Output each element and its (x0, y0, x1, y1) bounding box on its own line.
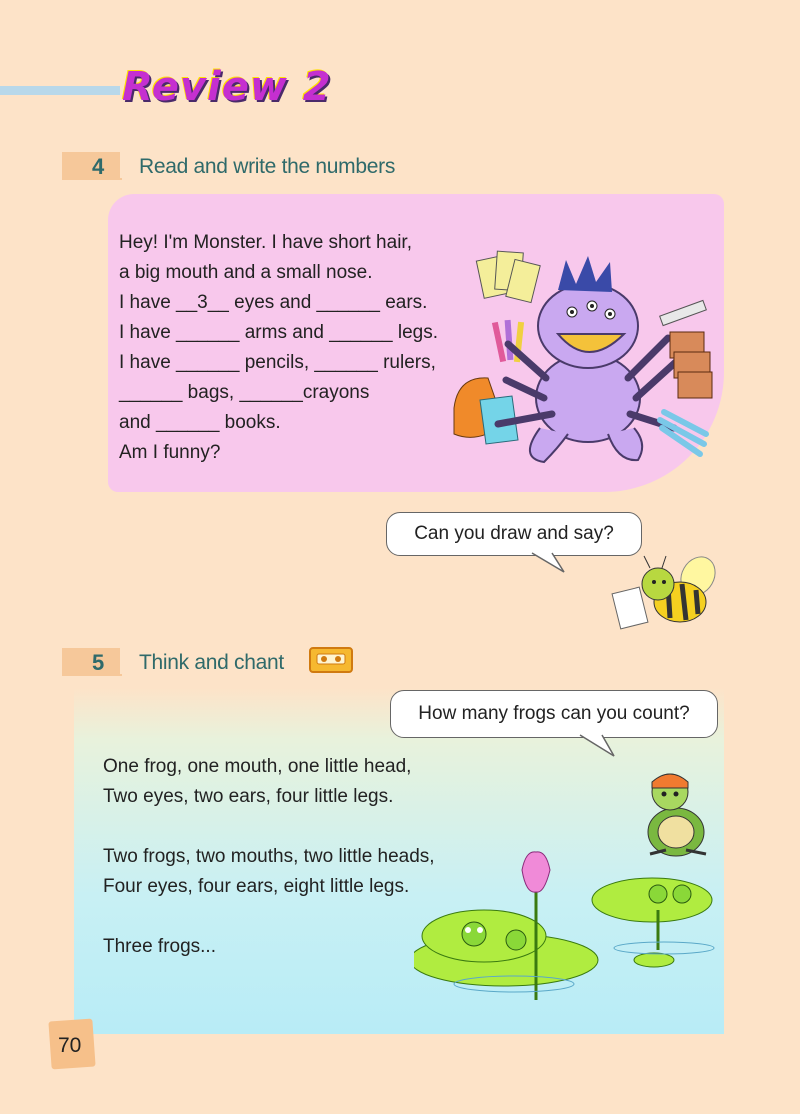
turtle-illustration (636, 766, 722, 862)
draw-say-bubble: Can you draw and say? (386, 512, 642, 556)
chant-text: One frog, one mouth, one little head, Two eyes, two ears, four little legs. Two frogs, two mouths, two little heads, Four eyes, four ears, eight little legs. Three frogs... (103, 756, 435, 957)
count-frogs-bubble: How many frogs can you count? (390, 690, 718, 738)
section-5-tab (62, 648, 120, 676)
frogs-illustration (414, 850, 724, 1026)
section-4-number: 4 (92, 154, 105, 179)
bubble-tail-2 (578, 734, 618, 758)
tape-icon[interactable] (309, 647, 353, 673)
monster-text: Hey! I'm Monster. I have short hair, a big mouth and a small nose. I have __3__ eyes and ______ ears. I have ______ arms and ______ legs. I have ______ pencils, ______ rulers, ______ bags, ______crayons and ______ books. Am I funny? (119, 232, 439, 463)
monster-illustration (448, 248, 730, 470)
title-decor-bar (0, 86, 120, 95)
section-5-title: Think and chant (139, 651, 284, 674)
page-number: 70 (58, 1034, 82, 1057)
page-title: Review 2 (122, 64, 332, 110)
bubble-tail (530, 552, 570, 574)
section-4-tab (62, 152, 120, 180)
section-4-title: Read and write the numbers (139, 155, 396, 178)
bee-illustration (610, 550, 722, 630)
section-5-number: 5 (92, 650, 105, 675)
